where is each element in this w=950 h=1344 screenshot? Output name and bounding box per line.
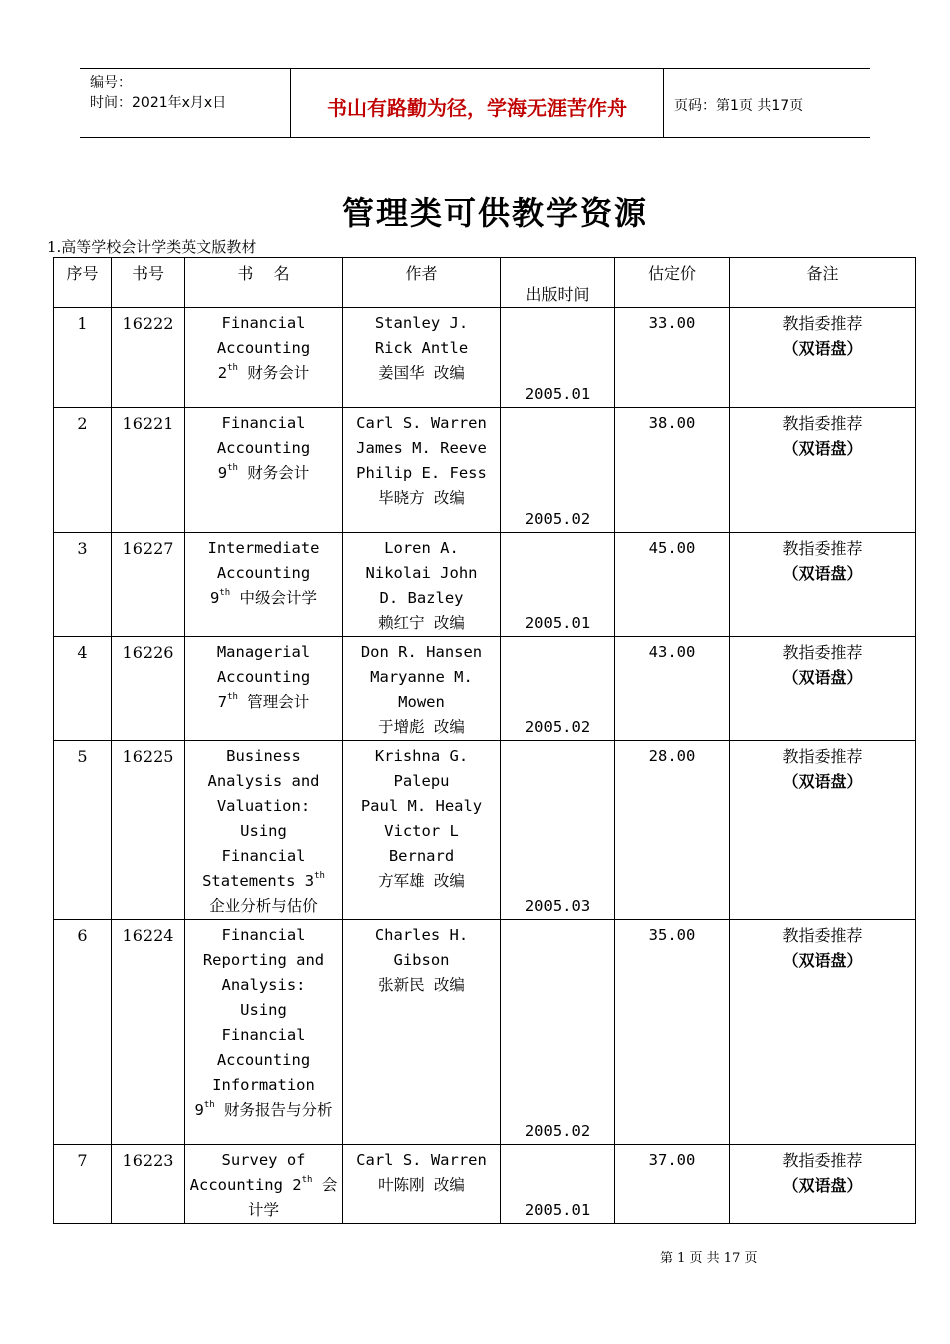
cell-book-name: Survey of Accounting 2th 会计学 xyxy=(185,1145,343,1224)
note-recommend: 教指委推荐 xyxy=(782,643,863,662)
note-bilingual: （双语盘） xyxy=(782,668,863,687)
col-book-no: 书号 xyxy=(112,258,185,308)
note-recommend: 教指委推荐 xyxy=(782,1151,863,1170)
cell-book-no: 16221 xyxy=(112,408,185,533)
page-header xyxy=(80,68,870,138)
cell-seq: 3 xyxy=(54,533,112,637)
cell-book-name: Financial Accounting 2th 财务会计 xyxy=(185,308,343,408)
section-heading: 1.高等学校会计学类英文版教材 xyxy=(47,238,257,256)
table-row xyxy=(54,637,916,741)
note-bilingual: （双语盘） xyxy=(782,564,863,583)
page-footer: 第 1 页 共 17 页 xyxy=(660,1251,758,1266)
code-label: 编号： xyxy=(90,75,132,91)
note-recommend: 教指委推荐 xyxy=(782,539,863,558)
table-row xyxy=(54,920,916,1145)
cell-author: Charles H. Gibson 张新民 改编 xyxy=(343,920,501,1145)
note-recommend: 教指委推荐 xyxy=(782,747,863,766)
header-meta xyxy=(80,69,291,137)
note-recommend: 教指委推荐 xyxy=(782,414,863,433)
cell-author: Krishna G. Palepu Paul M. Healy Victor L Bernard 方军雄 改编 xyxy=(343,741,501,920)
header-motto: 书山有路勤为径，学海无涯苦作舟 xyxy=(291,69,664,137)
table-row xyxy=(54,408,916,533)
cell-note xyxy=(730,408,916,533)
note-bilingual: （双语盘） xyxy=(782,439,863,458)
cell-pub-time: 2005.01 xyxy=(501,308,615,408)
cell-pub-time: 2005.02 xyxy=(501,920,615,1145)
cell-book-name: Managerial Accounting 7th 管理会计 xyxy=(185,637,343,741)
table-row xyxy=(54,308,916,408)
cell-pub-time: 2005.02 xyxy=(501,408,615,533)
cell-seq: 6 xyxy=(54,920,112,1145)
cell-price: 43.00 xyxy=(615,637,730,741)
header-page-info: 页码：第1页 共17页 xyxy=(674,98,804,114)
col-book-name: 书 名 xyxy=(185,258,343,308)
col-note: 备注 xyxy=(730,258,916,308)
cell-book-no: 16225 xyxy=(112,741,185,920)
col-seq: 序号 xyxy=(54,258,112,308)
cell-book-no: 16222 xyxy=(112,308,185,408)
cell-note xyxy=(730,1145,916,1224)
note-bilingual: （双语盘） xyxy=(782,339,863,358)
cell-note xyxy=(730,741,916,920)
note-recommend: 教指委推荐 xyxy=(782,314,863,333)
cell-pub-time: 2005.01 xyxy=(501,1145,615,1224)
cell-book-name: Financial Accounting 9th 财务会计 xyxy=(185,408,343,533)
cell-book-no: 16226 xyxy=(112,637,185,741)
cell-price: 38.00 xyxy=(615,408,730,533)
note-bilingual: （双语盘） xyxy=(782,772,863,791)
cell-book-name: Business Analysis and Valuation: Using Financial Statements 3th 企业分析与估价 xyxy=(185,741,343,920)
cell-pub-time: 2005.03 xyxy=(501,741,615,920)
cell-price: 28.00 xyxy=(615,741,730,920)
cell-book-no: 16224 xyxy=(112,920,185,1145)
cell-seq: 4 xyxy=(54,637,112,741)
table-row xyxy=(54,741,916,920)
cell-book-no: 16223 xyxy=(112,1145,185,1224)
document-title: 管理类可供教学资源 xyxy=(341,194,648,232)
cell-author: Loren A. Nikolai John D. Bazley 赖红宁 改编 xyxy=(343,533,501,637)
table-row xyxy=(54,533,916,637)
cell-author: Carl S. Warren James M. Reeve Philip E. Fess 毕晓方 改编 xyxy=(343,408,501,533)
cell-note xyxy=(730,533,916,637)
cell-author: Don R. Hansen Maryanne M. Mowen 于增彪 改编 xyxy=(343,637,501,741)
cell-seq: 7 xyxy=(54,1145,112,1224)
note-bilingual: （双语盘） xyxy=(782,951,863,970)
cell-book-no: 16227 xyxy=(112,533,185,637)
table-header-row xyxy=(54,258,916,308)
time-label: 时间：2021年x月x日 xyxy=(90,95,227,111)
col-pub-time: 出版时间 xyxy=(501,258,615,308)
table-row xyxy=(54,1145,916,1224)
cell-seq: 5 xyxy=(54,741,112,920)
note-recommend: 教指委推荐 xyxy=(782,926,863,945)
cell-author: Carl S. Warren 叶陈刚 改编 xyxy=(343,1145,501,1224)
cell-price: 37.00 xyxy=(615,1145,730,1224)
cell-note xyxy=(730,920,916,1145)
cell-author: Stanley J. Rick Antle 姜国华 改编 xyxy=(343,308,501,408)
cell-pub-time: 2005.02 xyxy=(501,637,615,741)
cell-price: 35.00 xyxy=(615,920,730,1145)
cell-pub-time: 2005.01 xyxy=(501,533,615,637)
col-author: 作者 xyxy=(343,258,501,308)
cell-note xyxy=(730,308,916,408)
cell-book-name: Intermediate Accounting 9th 中级会计学 xyxy=(185,533,343,637)
cell-book-name: Financial Reporting and Analysis: Using Financial Accounting Information 9th 财务报告与分析 xyxy=(185,920,343,1145)
cell-seq: 2 xyxy=(54,408,112,533)
cell-seq: 1 xyxy=(54,308,112,408)
col-price: 估定价 xyxy=(615,258,730,308)
note-bilingual: （双语盘） xyxy=(782,1176,863,1195)
cell-price: 45.00 xyxy=(615,533,730,637)
cell-note xyxy=(730,637,916,741)
cell-price: 33.00 xyxy=(615,308,730,408)
book-table xyxy=(53,257,916,1224)
